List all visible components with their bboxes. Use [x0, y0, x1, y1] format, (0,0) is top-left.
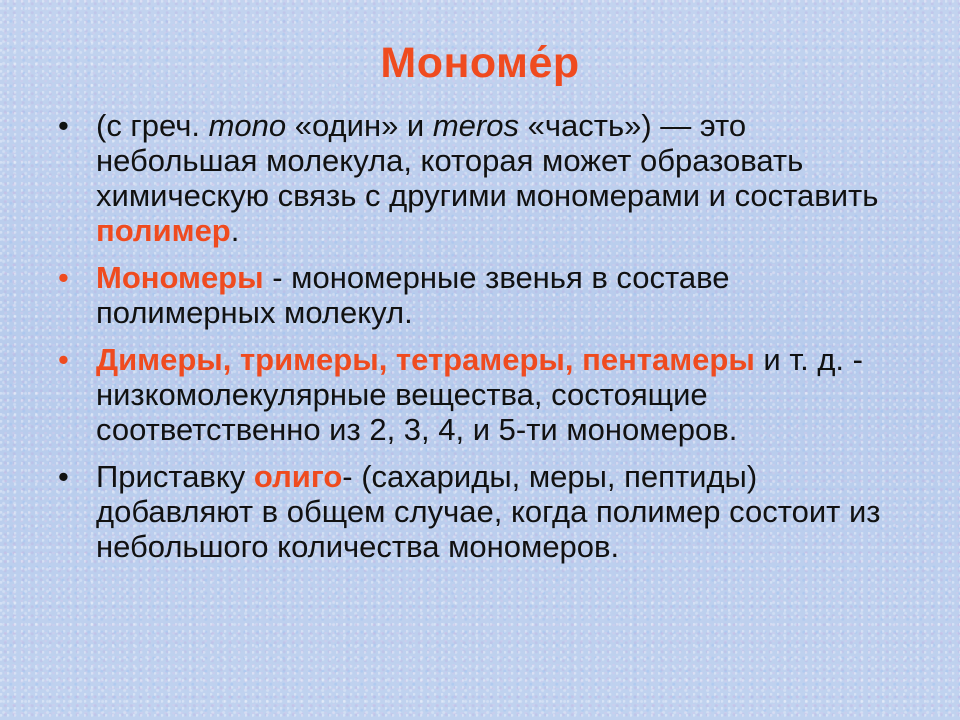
bullet-text — [96, 108, 908, 248]
highlight-dimers: Димеры, тримеры, тетрамеры, пентамеры — [96, 342, 755, 377]
bullet-marker: • — [58, 260, 69, 295]
bullet-text-before: Приставку — [96, 459, 254, 494]
bullet-text-definition: «часть») — это небольшая молекула, которая может образовать химическую связь с другими мономерами и составить — [96, 108, 879, 213]
bullet-item-oligo — [58, 459, 908, 564]
bullet-text — [96, 260, 908, 330]
highlight-oligo: олиго — [253, 459, 343, 494]
bullet-item-monomers — [58, 260, 908, 330]
bullet-text-after: и т. д. - низкомолекулярные вещества, состоящие соответственно из 2, 3, 4, и 5-ти мономеров. — [96, 342, 863, 447]
greek-word-mono: mono — [208, 108, 287, 143]
bullet-marker: • — [58, 459, 69, 494]
bullet-text-after: - мономерные звенья в составе полимерных молекул. — [96, 260, 730, 330]
bullet-marker: • — [58, 108, 69, 143]
greek-word-meros: meros — [432, 108, 519, 143]
bullet-text-after: - (сахариды, меры, пептиды) добавляют в общем случае, когда полимер состоит из небольшого количества мономеров. — [96, 459, 881, 564]
bullet-item-monomer-definition — [58, 108, 908, 248]
highlight-polymer: полимер — [96, 213, 231, 248]
bullet-text-before: (с греч. — [96, 108, 209, 143]
slide-title: Мономе́р — [380, 39, 580, 87]
bullet-item-dimers — [58, 342, 908, 447]
bullet-text — [96, 459, 908, 564]
bullet-list — [58, 108, 908, 576]
bullet-text — [96, 342, 908, 447]
bullet-text-middle: «один» и — [286, 108, 433, 143]
bullet-text-after: . — [230, 213, 240, 248]
bullet-marker: • — [58, 342, 69, 377]
highlight-monomers: Мономеры — [96, 260, 264, 295]
